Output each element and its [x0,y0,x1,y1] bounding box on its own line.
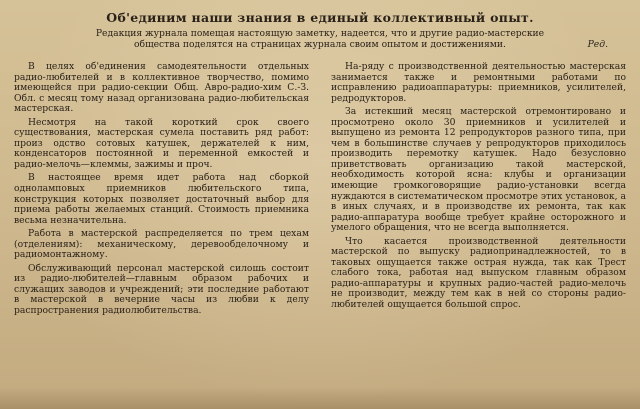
paragraph: За истекший месяц мастерской отремонтировано и просмотрено около 30 приемников и усилителей и выпущено из ремонта 12 репродукторов разного типа, при чем в большинстве случаев у репродукторов приходилось производить перемотку катушек. Надо безусловно приветствовать организацию такой мастерской, необходимость которой ясна: клубы и организации имеющие громкоговорящие радио-установки всегда нуждаются в систематическом просмотре этих установок, а в иных случаях, и в производстве их ремонта, так как радио-аппаратура вообще требует крайне осторожного и умелого обращения, что не всегда выполняется. [331,106,626,234]
paragraph: Обслуживающий персонал мастерской силошь состоит из радио-любителей—главным образом рабочих и служащих заводов и учреждений; эти последние работают в мастерской в вечерние часы из любви к делу распространения радиолюбительства. [14,262,309,317]
editorial-note [14,29,626,50]
paragraph: Работа в мастерской распределяется по трем цехам (отделениям): механическому, деревообделочному и радиомонтажному. [14,228,309,261]
paragraph: В настоящее время идет работа над сборкой одноламповых приемников любительского типа, конструкция которых позволяет достаточный выбор для приема работы желаемых станций. Стоимость приемника весьма незначительна. [14,172,309,226]
paragraph: На-ряду с производственной деятельностью мастерская занимается также и ремонтными работами по исправлению радиоаппаратуры: приемников, усилителей, редродукторов. [331,61,626,104]
editorial-signature: Ред. [587,38,608,50]
article-body [14,62,626,320]
paragraph: В целях об'единения самодеятельности отдельных радио-любителей и в коллективное творчество, помимо имеющейся при радио-секции Общ. Авро-радио-хим С.-З. Обл. с месяц тому назад организована радио-любительская мастерская. [14,61,309,115]
article-title: Об'единим наши знания в единый коллективный опыт. [106,10,534,25]
paragraph: Что касается производственной деятельности мастерской по выпуску радиопринадлежностей, то в таковых ощущается также острая нужда, так как Трест слабого тока, работая над выпуском главным образом радио-аппаратуры и крупных радио-частей радио-мелочь не производит, между тем как в ней со стороны радио-любителей ощущается большой спрос. [331,235,626,311]
right-column [331,62,626,320]
editorial-note-text: Редакция журнала помещая настоящую заметку, надеется, что и другие радио-мастерские общества поделятся на страницах журнала своим опытом и достижениями. [95,28,545,50]
paragraph: Несмотря на такой короткий срок своего существования, мастерская сумела поставить ряд работ: произ одство сотовых катушек, держателей к ним, конденсаторов постоянной и переменной емкостей и радио-мелочь—клеммы, зажимы и проч. [14,116,309,170]
left-column [14,62,309,320]
